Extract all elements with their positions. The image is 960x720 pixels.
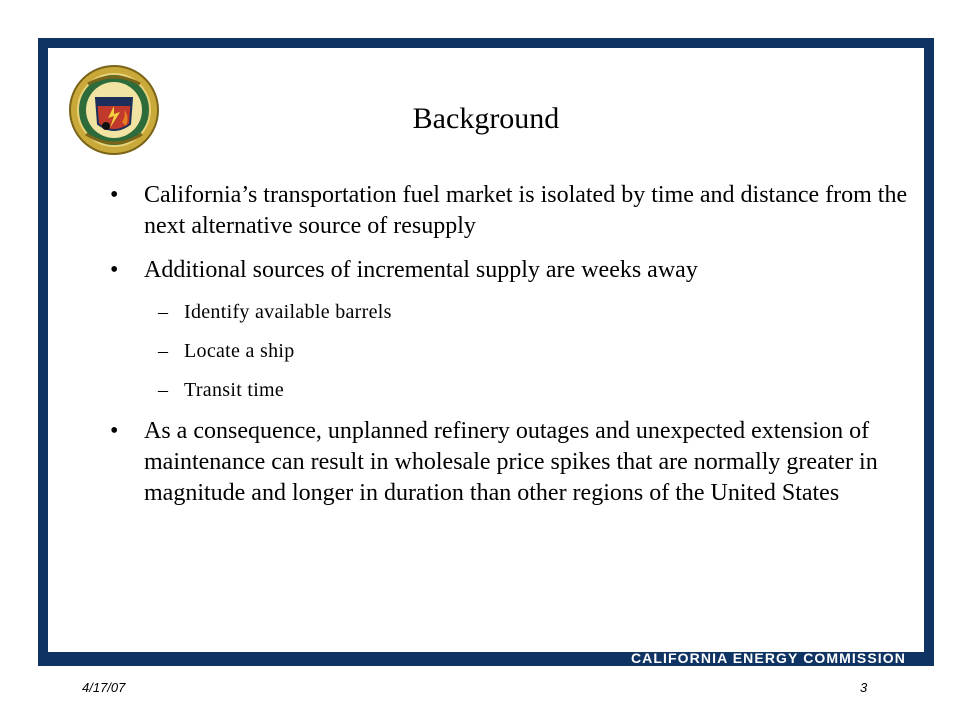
sub-bullet-item — [110, 377, 910, 403]
bullet-marker: • — [110, 257, 119, 283]
page-number: 3 — [860, 680, 868, 695]
sub-bullet-text: Identify available barrels — [184, 301, 392, 323]
sub-bullet-text: Transit time — [184, 379, 285, 401]
bullet-text: California’s transportation fuel market is isolated by time and distance from the next alternative source of resupply — [144, 182, 908, 239]
footer-brand-text: CALIFORNIA ENERGY COMMISSION — [630, 650, 906, 666]
bullet-item — [110, 255, 910, 286]
sub-bullet-marker: – — [158, 379, 169, 401]
sub-bullet-item — [110, 338, 910, 364]
bullet-text: As a consequence, unplanned refinery outages and unexpected extension of maintenance can result in wholesale price spikes that are normally greater in magnitude and longer in duration than other regions of the United States — [144, 418, 878, 506]
footer-date: 4/17/07 — [82, 680, 126, 695]
slide-frame — [38, 38, 934, 666]
bullet-marker: • — [110, 418, 119, 444]
bullet-text: Additional sources of incremental supply are weeks away — [144, 257, 698, 283]
slide-body — [110, 180, 910, 522]
bullet-item — [110, 416, 910, 509]
sub-bullet-item — [110, 299, 910, 325]
sub-bullet-marker: – — [158, 340, 169, 362]
slide-title: Background — [412, 102, 560, 135]
sub-bullet-marker: – — [158, 301, 169, 323]
bullet-marker: • — [110, 182, 119, 208]
sub-bullet-text: Locate a ship — [184, 340, 295, 362]
bullet-item — [110, 180, 910, 242]
